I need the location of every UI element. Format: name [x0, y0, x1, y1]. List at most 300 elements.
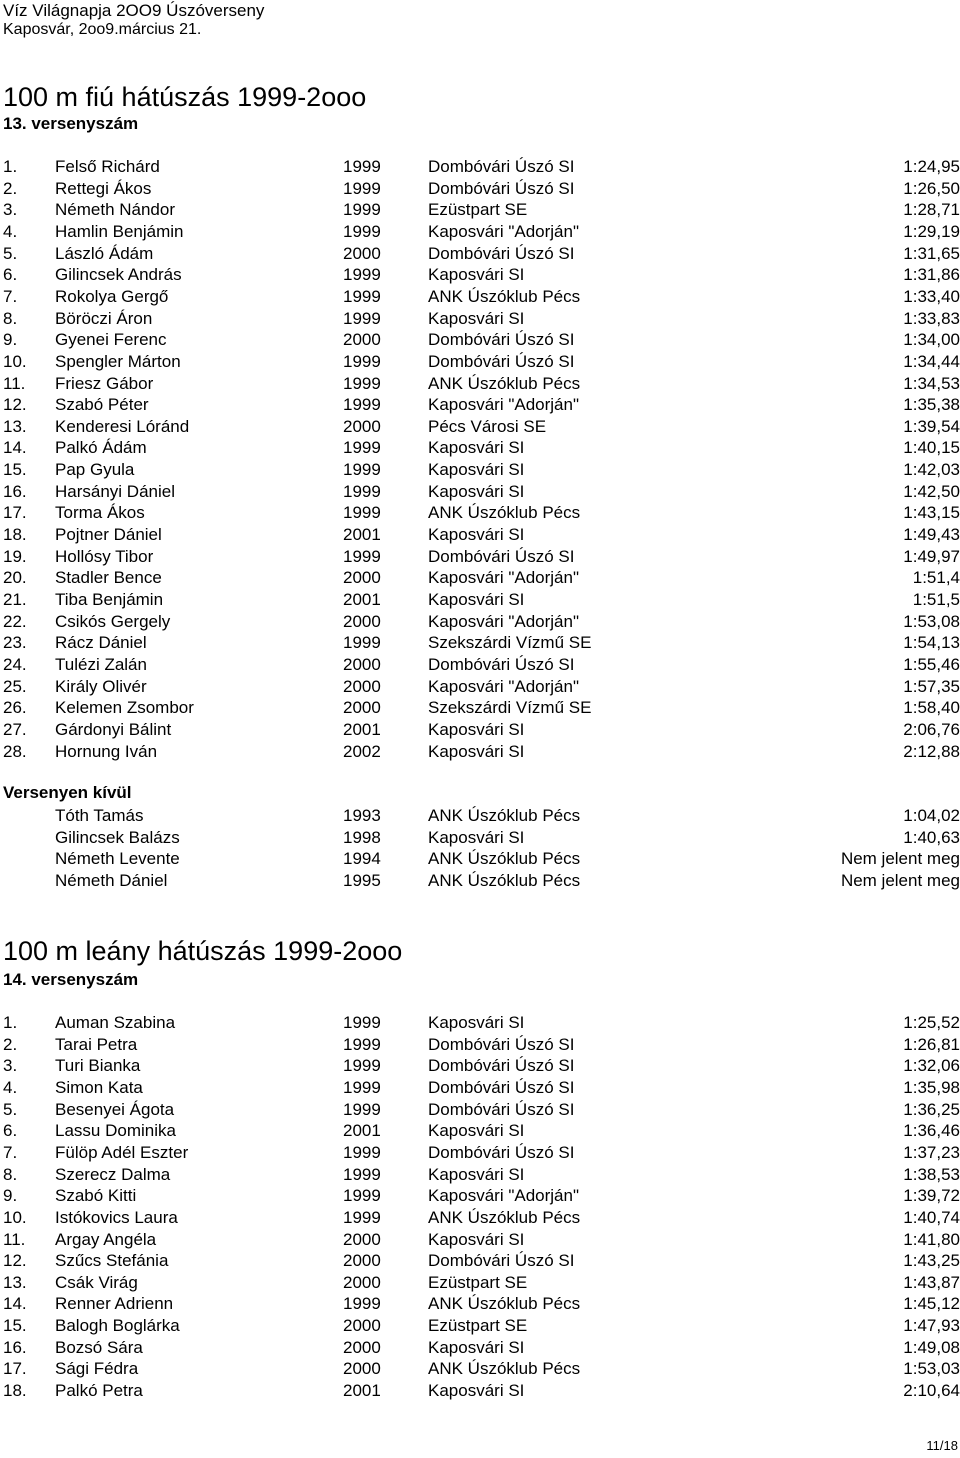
- result-year: 1999: [343, 286, 381, 306]
- result-year: 2000: [343, 1251, 381, 1271]
- result-rank: 19.: [3, 546, 27, 566]
- result-row: [0, 1142, 960, 1164]
- result-name: Rácz Dániel: [55, 633, 147, 653]
- result-name: Felső Richárd: [55, 157, 160, 176]
- result-rank: 14.: [3, 438, 27, 458]
- result-club: Kaposvári "Adorján": [428, 1186, 579, 1206]
- result-time: 1:40,15: [903, 438, 960, 458]
- result-name: Gárdonyi Bálint: [55, 719, 172, 739]
- result-club: Szekszárdi Vízmű SE: [428, 633, 592, 653]
- result-rank: 10.: [3, 1207, 27, 1227]
- result-name: Gilincsek András: [55, 265, 182, 285]
- result-year: 1998: [343, 827, 381, 847]
- result-name: Németh Levente: [55, 849, 180, 869]
- result-rank: 1.: [3, 157, 18, 176]
- result-row: [0, 199, 960, 221]
- result-rank: 27.: [3, 719, 27, 739]
- result-rank: 11.: [3, 1229, 26, 1249]
- result-row: [0, 351, 960, 373]
- event-title: Víz Világnapja 2OO9 Úszóverseny: [3, 1, 265, 20]
- result-name: Király Olivér: [55, 676, 147, 696]
- result-time: 1:49,08: [903, 1337, 960, 1357]
- result-rank: 5.: [3, 1099, 18, 1119]
- result-club: Dombóvári Úszó SI: [428, 1142, 575, 1162]
- result-time: 1:33,83: [903, 308, 960, 328]
- result-year: 1994: [343, 849, 381, 869]
- result-time: 1:34,53: [903, 373, 960, 393]
- result-club: Kaposvári SI: [428, 308, 525, 328]
- result-club: ANK Úszóklub Pécs: [428, 806, 581, 825]
- result-row: [0, 1293, 960, 1315]
- result-name: Renner Adrienn: [55, 1294, 174, 1314]
- result-year: 1999: [343, 395, 381, 415]
- result-time: 1:31,65: [903, 243, 960, 263]
- result-club: Kaposvári SI: [428, 438, 525, 458]
- result-year: 1999: [343, 481, 381, 501]
- result-year: 2001: [343, 590, 381, 609]
- result-row: [0, 654, 960, 676]
- result-rank: 2.: [3, 178, 18, 198]
- result-time: 1:45,12: [903, 1294, 960, 1314]
- result-row: [0, 546, 960, 568]
- result-name: Harsányi Dániel: [55, 481, 175, 501]
- result-year: 1999: [343, 1077, 381, 1097]
- result-name: Lassu Dominika: [55, 1121, 176, 1141]
- result-year: 1999: [343, 1056, 381, 1076]
- result-club: ANK Úszóklub Pécs: [428, 1207, 581, 1227]
- result-row: [0, 1185, 960, 1207]
- result-club: Dombóvári Úszó SI: [428, 243, 575, 263]
- result-rank: 15.: [3, 1316, 27, 1336]
- result-club: Kaposvári SI: [428, 590, 525, 609]
- result-name: Tóth Tamás: [55, 806, 144, 825]
- result-year: 1999: [343, 633, 381, 653]
- result-time: 1:51,4: [912, 568, 960, 588]
- result-time: 1:49,97: [903, 546, 960, 566]
- result-row: [0, 1315, 960, 1337]
- result-name: Istókovics Laura: [55, 1207, 178, 1227]
- result-time: 1:57,35: [903, 676, 960, 696]
- result-year: 2000: [343, 1359, 381, 1379]
- result-rank: 22.: [3, 611, 27, 631]
- result-time: 1:36,25: [903, 1099, 960, 1119]
- result-name: Tarai Petra: [55, 1034, 138, 1054]
- result-year: 1995: [343, 870, 381, 890]
- result-name: Palkó Ádám: [55, 438, 147, 458]
- result-rank: 4.: [3, 1077, 18, 1097]
- result-rank: 3.: [3, 1056, 18, 1076]
- result-club: Kaposvári SI: [428, 1121, 525, 1141]
- result-rank: 13.: [3, 416, 27, 436]
- result-year: 1999: [343, 1164, 381, 1184]
- result-club: Kaposvári "Adorján": [428, 676, 579, 696]
- result-time: 1:37,23: [903, 1142, 960, 1162]
- result-year: 2000: [343, 1272, 381, 1292]
- result-club: Kaposvári SI: [428, 525, 525, 545]
- result-row: [0, 308, 960, 330]
- result-rank: 16.: [3, 1337, 27, 1357]
- result-rank: 23.: [3, 633, 27, 653]
- result-year: 1999: [343, 308, 381, 328]
- result-rank: 2.: [3, 1034, 18, 1054]
- result-year: 2001: [343, 1381, 381, 1401]
- result-time: 1:42,03: [903, 460, 960, 480]
- result-club: Kaposvári SI: [428, 741, 525, 761]
- result-year: 1999: [343, 178, 381, 198]
- result-rank: 18.: [3, 1381, 27, 1401]
- result-year: 1999: [343, 503, 381, 523]
- result-year: 2001: [343, 525, 381, 545]
- result-year: 1999: [343, 1142, 381, 1162]
- result-row: [0, 394, 960, 416]
- result-rank: 6.: [3, 1121, 18, 1141]
- result-row: [0, 1272, 960, 1294]
- result-row: [0, 805, 960, 827]
- result-name: Hornung Iván: [55, 741, 158, 761]
- result-row: [0, 567, 960, 589]
- result-time: 1:39,54: [903, 416, 960, 436]
- result-row: [0, 676, 960, 698]
- result-time: 1:53,08: [903, 611, 960, 631]
- result-name: Auman Szabina: [55, 1013, 176, 1032]
- result-rank: 7.: [3, 1142, 18, 1162]
- result-row: [0, 1055, 960, 1077]
- result-year: 2000: [343, 416, 381, 436]
- result-rank: 15.: [3, 460, 27, 480]
- result-club: Kaposvári SI: [428, 1381, 525, 1401]
- result-name: Simon Kata: [55, 1077, 143, 1097]
- result-year: 1999: [343, 200, 381, 220]
- result-row: [0, 1120, 960, 1142]
- result-row: [0, 1358, 960, 1380]
- result-row: [0, 719, 960, 741]
- result-club: Dombóvári Úszó SI: [428, 178, 575, 198]
- result-rank: 11.: [3, 373, 26, 393]
- result-year: 2001: [343, 719, 381, 739]
- result-row: [0, 243, 960, 265]
- result-time: 1:43,25: [903, 1251, 960, 1271]
- result-rank: 4.: [3, 221, 18, 241]
- result-club: Kaposvári "Adorján": [428, 611, 579, 631]
- result-time: 2:12,88: [903, 741, 960, 761]
- result-rank: 3.: [3, 200, 18, 220]
- result-rank: 13.: [3, 1272, 27, 1292]
- result-row: [0, 459, 960, 481]
- result-row: [0, 1077, 960, 1099]
- result-rank: 20.: [3, 568, 27, 588]
- result-time: Nem jelent meg: [840, 849, 960, 869]
- result-name: Kelemen Zsombor: [55, 698, 194, 718]
- result-year: 2000: [343, 1229, 381, 1249]
- result-row: [0, 1250, 960, 1272]
- result-rank: 17.: [3, 503, 27, 523]
- result-time: 1:33,40: [903, 286, 960, 306]
- result-rank: 26.: [3, 698, 27, 718]
- result-rank: 1.: [3, 1013, 18, 1032]
- result-year: 2000: [343, 698, 381, 718]
- result-rank: 8.: [3, 308, 18, 328]
- result-name: Torma Ákos: [55, 503, 145, 523]
- result-name: Tulézi Zalán: [55, 654, 147, 674]
- result-rank: 5.: [3, 243, 18, 263]
- result-year: 1999: [343, 438, 381, 458]
- result-time: 1:54,13: [903, 633, 960, 653]
- result-year: 2000: [343, 330, 381, 350]
- result-row: [0, 416, 960, 438]
- result-row: [0, 741, 960, 763]
- result-name: Besenyei Ágota: [55, 1099, 175, 1119]
- result-time: 1:26,50: [903, 178, 960, 198]
- result-club: Ezüstpart SE: [428, 1272, 528, 1292]
- result-row: [0, 697, 960, 719]
- result-time: 1:32,06: [903, 1056, 960, 1076]
- result-name: Németh Nándor: [55, 200, 176, 220]
- result-row: [0, 1099, 960, 1121]
- result-time: 2:10,64: [903, 1381, 960, 1401]
- result-row: [0, 178, 960, 200]
- result-club: ANK Úszóklub Pécs: [428, 870, 581, 890]
- result-name: Fülöp Adél Eszter: [55, 1142, 189, 1162]
- result-name: Balogh Boglárka: [55, 1316, 180, 1336]
- result-time: 2:06,76: [903, 719, 960, 739]
- result-time: 1:51,5: [912, 590, 960, 609]
- result-row: [0, 502, 960, 524]
- result-year: 2000: [343, 243, 381, 263]
- result-rank: 7.: [3, 286, 18, 306]
- result-year: 1993: [343, 806, 381, 825]
- result-club: Kaposvári SI: [428, 827, 525, 847]
- result-year: 2000: [343, 676, 381, 696]
- result-club: Kaposvári SI: [428, 1013, 525, 1032]
- result-time: 1:47,93: [903, 1316, 960, 1336]
- result-time: 1:34,00: [903, 330, 960, 350]
- page-number: 11/18: [926, 1438, 958, 1453]
- result-name: Turi Bianka: [55, 1056, 141, 1076]
- result-rank: 12.: [3, 395, 27, 415]
- result-rank: 24.: [3, 654, 27, 674]
- out-of-competition-heading: Versenyen kívül: [3, 783, 132, 802]
- result-year: 2002: [343, 741, 381, 761]
- result-time: 1:35,98: [903, 1077, 960, 1097]
- result-year: 1999: [343, 1034, 381, 1054]
- result-name: Rettegi Ákos: [55, 178, 152, 198]
- result-row: [0, 848, 960, 870]
- result-row: [0, 481, 960, 503]
- result-name: Csikós Gergely: [55, 611, 171, 631]
- result-rank: 9.: [3, 330, 18, 350]
- result-year: 1999: [343, 1099, 381, 1119]
- result-name: Palkó Petra: [55, 1381, 143, 1401]
- result-name: Csák Virág: [55, 1272, 138, 1292]
- result-name: Gilincsek Balázs: [55, 827, 180, 847]
- result-club: Dombóvári Úszó SI: [428, 1034, 575, 1054]
- section-girls-number: 14. versenyszám: [3, 970, 139, 989]
- result-club: Kaposvári SI: [428, 460, 525, 480]
- result-time: 1:55,46: [903, 654, 960, 674]
- result-rank: 25.: [3, 676, 27, 696]
- result-name: Pap Gyula: [55, 460, 135, 480]
- result-year: 1999: [343, 1207, 381, 1227]
- result-name: Szerecz Dalma: [55, 1164, 171, 1184]
- result-row: [0, 286, 960, 308]
- result-time: 1:24,95: [903, 157, 960, 176]
- result-row: [0, 373, 960, 395]
- result-rank: 18.: [3, 525, 27, 545]
- result-time: 1:04,02: [903, 806, 960, 825]
- result-rank: 8.: [3, 1164, 18, 1184]
- result-name: Kenderesi Lóránd: [55, 416, 190, 436]
- result-time: 1:35,38: [903, 395, 960, 415]
- result-time: 1:36,46: [903, 1121, 960, 1141]
- result-club: Szekszárdi Vízmű SE: [428, 698, 592, 718]
- result-time: 1:43,15: [903, 503, 960, 523]
- result-time: 1:29,19: [903, 221, 960, 241]
- result-row: [0, 156, 960, 178]
- result-name: Szabó Kitti: [55, 1186, 137, 1206]
- result-club: Ezüstpart SE: [428, 1316, 528, 1336]
- result-time: 1:58,40: [903, 698, 960, 718]
- result-rank: 6.: [3, 265, 18, 285]
- result-row: [0, 264, 960, 286]
- result-club: Ezüstpart SE: [428, 200, 528, 220]
- result-club: Dombóvári Úszó SI: [428, 1077, 575, 1097]
- result-club: ANK Úszóklub Pécs: [428, 849, 581, 869]
- result-club: Kaposvári SI: [428, 1164, 525, 1184]
- result-club: Dombóvári Úszó SI: [428, 157, 575, 176]
- result-year: 1999: [343, 1013, 381, 1032]
- result-rank: 14.: [3, 1294, 27, 1314]
- result-year: 1999: [343, 546, 381, 566]
- result-year: 1999: [343, 157, 381, 176]
- result-name: Hamlin Benjámin: [55, 221, 184, 241]
- result-club: Kaposvári SI: [428, 1337, 525, 1357]
- result-name: László Ádám: [55, 243, 154, 263]
- result-name: Szabó Péter: [55, 395, 149, 415]
- result-year: 2000: [343, 611, 381, 631]
- result-time: 1:34,44: [903, 351, 960, 371]
- result-name: Friesz Gábor: [55, 373, 154, 393]
- result-year: 1999: [343, 373, 381, 393]
- result-club: Dombóvári Úszó SI: [428, 654, 575, 674]
- result-year: 1999: [343, 221, 381, 241]
- section-boys-title: 100 m fiú hátúszás 1999-2ooo: [3, 82, 367, 112]
- result-time: 1:39,72: [903, 1186, 960, 1206]
- result-name: Hollósy Tibor: [55, 546, 154, 566]
- result-club: Kaposvári SI: [428, 481, 525, 501]
- result-club: Dombóvári Úszó SI: [428, 1056, 575, 1076]
- result-club: Kaposvári "Adorján": [428, 395, 579, 415]
- result-time: 1:38,53: [903, 1164, 960, 1184]
- result-name: Szűcs Stefánia: [55, 1251, 169, 1271]
- result-row: [0, 1380, 960, 1402]
- result-time: 1:49,43: [903, 525, 960, 545]
- result-row: [0, 1164, 960, 1186]
- result-name: Németh Dániel: [55, 870, 168, 890]
- result-time: 1:42,50: [903, 481, 960, 501]
- result-club: ANK Úszóklub Pécs: [428, 1294, 581, 1314]
- result-row: [0, 1229, 960, 1251]
- result-year: 2000: [343, 654, 381, 674]
- result-club: Dombóvári Úszó SI: [428, 1099, 575, 1119]
- result-year: 2000: [343, 1337, 381, 1357]
- result-year: 1999: [343, 265, 381, 285]
- result-time: 1:26,81: [903, 1034, 960, 1054]
- result-name: Böröczi Áron: [55, 308, 153, 328]
- section-girls-title: 100 m leány hátúszás 1999-2ooo: [3, 936, 403, 966]
- result-time: 1:40,74: [903, 1207, 960, 1227]
- result-row: [0, 1034, 960, 1056]
- result-row: [0, 1337, 960, 1359]
- result-year: 1999: [343, 460, 381, 480]
- result-time: 1:40,63: [903, 827, 960, 847]
- result-row: [0, 632, 960, 654]
- result-year: 1999: [343, 1186, 381, 1206]
- result-name: Spengler Márton: [55, 351, 181, 371]
- result-club: Dombóvári Úszó SI: [428, 330, 575, 350]
- result-name: Pojtner Dániel: [55, 525, 162, 545]
- result-club: Kaposvári SI: [428, 265, 525, 285]
- result-time: 1:53,03: [903, 1359, 960, 1379]
- result-name: Bozsó Sára: [55, 1337, 143, 1357]
- result-year: 1999: [343, 351, 381, 371]
- result-name: Tiba Benjámin: [55, 590, 164, 609]
- result-name: Stadler Bence: [55, 568, 162, 588]
- result-name: Sági Fédra: [55, 1359, 139, 1379]
- result-rank: 17.: [3, 1359, 27, 1379]
- result-row: [0, 329, 960, 351]
- result-year: 2000: [343, 568, 381, 588]
- result-time: 1:31,86: [903, 265, 960, 285]
- result-rank: 28.: [3, 741, 27, 761]
- result-club: Kaposvári SI: [428, 1229, 525, 1249]
- result-year: 2001: [343, 1121, 381, 1141]
- result-club: Dombóvári Úszó SI: [428, 351, 575, 371]
- result-rank: 12.: [3, 1251, 27, 1271]
- event-date: Kaposvár, 2oo9.március 21.: [3, 21, 202, 38]
- result-row: [0, 611, 960, 633]
- result-rank: 16.: [3, 481, 27, 501]
- result-row: [0, 827, 960, 849]
- result-time: 1:25,52: [903, 1013, 960, 1032]
- section-boys-number: 13. versenyszám: [3, 114, 139, 133]
- result-name: Rokolya Gergő: [55, 286, 169, 306]
- result-club: Kaposvári "Adorján": [428, 568, 579, 588]
- result-rank: 9.: [3, 1186, 18, 1206]
- result-club: Dombóvári Úszó SI: [428, 1251, 575, 1271]
- result-year: 1999: [343, 1294, 381, 1314]
- result-club: Pécs Városi SE: [428, 416, 547, 436]
- result-row: [0, 870, 960, 892]
- result-row: [0, 437, 960, 459]
- result-time: Nem jelent meg: [840, 870, 960, 890]
- result-club: ANK Úszóklub Pécs: [428, 1359, 581, 1379]
- result-club: Dombóvári Úszó SI: [428, 546, 575, 566]
- result-time: 1:43,87: [903, 1272, 960, 1292]
- result-time: 1:28,71: [903, 200, 960, 220]
- result-club: Kaposvári SI: [428, 719, 525, 739]
- result-club: ANK Úszóklub Pécs: [428, 503, 581, 523]
- result-rank: 21.: [3, 590, 27, 609]
- result-year: 2000: [343, 1316, 381, 1336]
- result-time: 1:41,80: [903, 1229, 960, 1249]
- result-name: Gyenei Ferenc: [55, 330, 167, 350]
- result-club: Kaposvári "Adorján": [428, 221, 579, 241]
- result-club: ANK Úszóklub Pécs: [428, 286, 581, 306]
- result-club: ANK Úszóklub Pécs: [428, 373, 581, 393]
- result-row: [0, 589, 960, 611]
- result-name: Argay Angéla: [55, 1229, 157, 1249]
- result-row: [0, 524, 960, 546]
